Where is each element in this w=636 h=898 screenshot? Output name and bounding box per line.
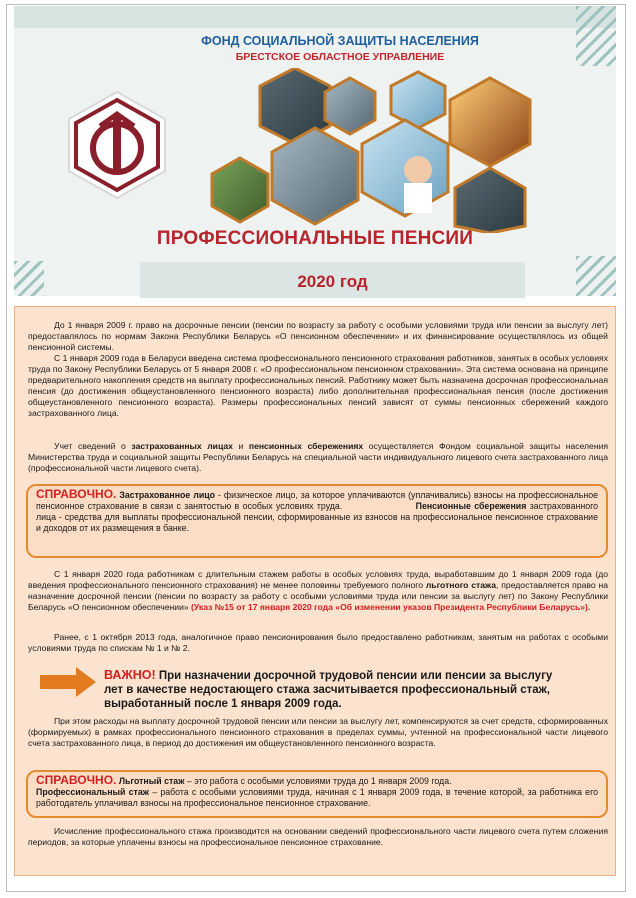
header-top-bar bbox=[14, 6, 616, 28]
fund-title: ФОНД СОЦИАЛЬНОЙ ЗАЩИТЫ НАСЕЛЕНИЯ bbox=[201, 34, 479, 48]
paragraph-5: Ранее, с 1 октября 2013 года, аналогичное право пенсионирования было предоставлено работникам, занятым на работах с особыми условиями труда по спискам № 1 и № 2. bbox=[28, 632, 608, 653]
reference-box-2-text: СПРАВОЧНО. Льготный стаж – это работа с особыми условиями труда до 1 января 2009 года. Профессиональный стаж – работа с особыми условиями труда, начиная с 1 января 2009 года, в течение которой, за работника его работодатель уплачивал взносы на профессиональное пенсионное страхование. bbox=[36, 773, 598, 808]
paragraph-6: При этом расходы на выплату досрочной трудовой пенсии или пенсии за выслугу лет, компенсируются за счет средств, сформированных (формируемых) в рамках профессионального пенсионного страхования в пределах суммы, учтенной на профессиональной части лицевого счета застрахованного лица, в период до достижения им общеустановленного пенсионного возраста. bbox=[28, 716, 608, 748]
decorative-stripes bbox=[576, 256, 616, 296]
fund-logo bbox=[62, 90, 172, 200]
paragraph-3: Учет сведений о застрахованных лицах и пенсионных сбережениях осуществляется Фондом социальной защиты населения Министерства труда и социальной защиты Республики Беларусь на специальной части индивидуального лицевого счета застрахованного лица (профессиональной части лицевого счета). bbox=[28, 441, 609, 473]
important-note: ВАЖНО! При назначении досрочной трудовой пенсии или пенсии за выслугу лет в качестве недостающего стажа засчитывается профессиональный стаж, выработанный после 1 января 2009 года. bbox=[104, 668, 553, 710]
reference-label: СПРАВОЧНО. bbox=[36, 487, 117, 501]
arrow-right-icon bbox=[40, 667, 96, 697]
reference-label: СПРАВОЧНО. bbox=[36, 773, 117, 787]
paragraph-4: С 1 января 2020 года работникам с длительным стажем работы в особых условиях труда, выработавшим до 1 января 2009 года (до введения профессионального пенсионного страхования) не менее половины требуемого полного льготного стажа, предоставляется право на назначение досрочной пенсии (пенсии по возрасту за работу с особыми условиями труда или пенсии за выслугу лет) по Закону Республики Беларусь «О пенсионном обеспечении» (Указ №15 от 17 января 2020 года «Об изменении указов Президента Республики Беларусь»). bbox=[28, 569, 608, 612]
paragraph-7: Исчисление профессионального стажа производится на основании сведений профессионального части лицевого счета путем сложения периодов, за которые уплачены взносы на профессиональное пенсионное страхование. bbox=[28, 826, 608, 847]
paragraph-1: До 1 января 2009 г. право на досрочные пенсии (пенсии по возрасту за работу с особыми условиями труда или пенсии за выслугу лет) предоставлялось по нормам Закона Республики Беларусь «О пенсионном обеспечении» и их финансирование осуществлялось из общей пенсионной системы. bbox=[28, 320, 608, 352]
photo-collage bbox=[190, 68, 560, 233]
reference-box-1-text: СПРАВОЧНО. Застрахованное лицо - физическое лицо, за которое уплачиваются (уплачивались) взносы на профессиональное пенсионное страхование в связи с занятостью в особых условиях труда. Пенсионные сбережения застрахованного лица - средства для выплаты профессиональной пенсии, сформированные из взносов на профессиональное пенсионное страхование и доходов от их размещения в банке. bbox=[36, 487, 599, 533]
fund-subtitle: БРЕСТСКОЕ ОБЛАСТНОЕ УПРАВЛЕНИЕ bbox=[235, 51, 445, 63]
year-label: 2020 год bbox=[297, 272, 368, 291]
paragraph-2: С 1 января 2009 года в Беларуси введена система профессионального пенсионного страхования работников, занятых в особых условиях труда по Закону Республики Беларусь от 5 января 2008 г. «О профессиональном пенсионном страховании». Эта система основана на принципе предварительного накопления средств на выплату профессиональных пенсий. Работнику может быть назначена досрочная профессиональная пенсия (до достижения общеустановленного пенсионного возраста) либо дополнительная профессиональная пенсия (после достижения общеустановленного пенсионного возраста). Размеры профессиональных пенсий зависят от суммы пенсионных сбережений каждого застрахованного лица. bbox=[28, 353, 608, 418]
page-title: ПРОФЕССИОНАЛЬНЫЕ ПЕНСИИ bbox=[156, 228, 474, 249]
decorative-stripes bbox=[14, 261, 44, 296]
decorative-stripes bbox=[576, 6, 616, 66]
